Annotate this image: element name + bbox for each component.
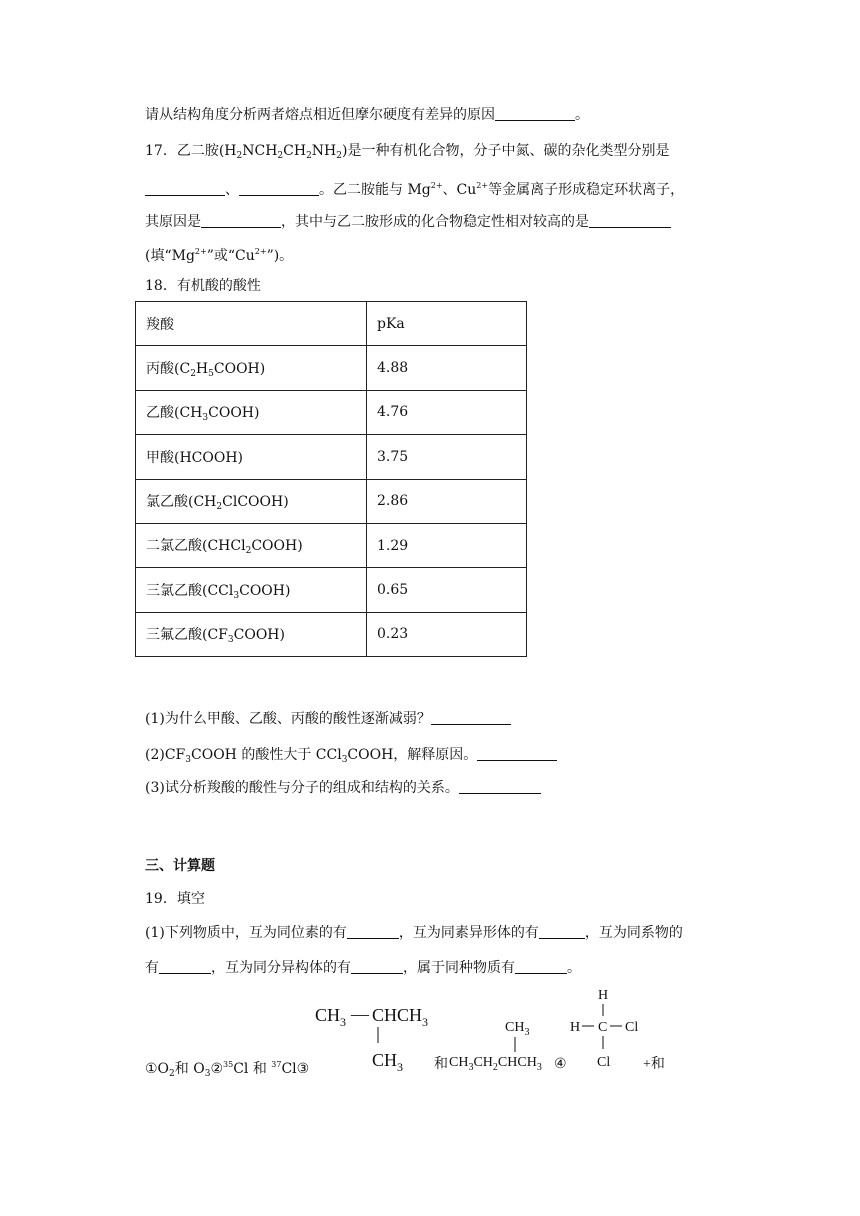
q18-part1: (1)为什么甲酸、乙酸、丙酸的酸性逐渐减弱？: [145, 709, 511, 729]
connector-he: 和: [434, 1057, 448, 1072]
q18-title: 18．有机酸的酸性: [145, 278, 261, 294]
connector-plus-he: +和: [643, 1057, 665, 1072]
pka-value: 4.88: [367, 346, 527, 390]
structure-isopentane: [449, 1020, 542, 1073]
acid-name: 氯乙酸$(CH_2ClCOOH)$: [136, 479, 367, 523]
acid-name: 三氯乙酸(CCl$_3$COOH): [136, 568, 367, 612]
pka-value: 2.86: [367, 479, 527, 523]
acid-name: 三氟乙酸$(CF_3COOH)$: [136, 612, 367, 656]
q17-line2: 、 。乙二胺能与 $Mg^{2+}$、$Cu^{2+}$等金属离子形成稳定环状离子，: [145, 176, 684, 200]
acid-name: 丙酸$(C_2H_5COOH)$: [136, 346, 367, 390]
struct1-chch3: $CHCH_3$: [372, 1005, 429, 1029]
table-header-acid: 羧酸: [136, 302, 367, 346]
pka-value: 1.29: [367, 523, 527, 567]
q18-part3: (3)试分析羧酸的酸性与分子的组成和结构的关系。: [145, 778, 541, 798]
q19-line2: 有 ，互为同分异构体的有 ，属于同种物质有 。: [145, 960, 581, 976]
pka-value: 0.65: [367, 568, 527, 612]
q19-line1: (1)下列物质中，互为同位素的有 ，互为同素异形体的有 ，互为同系物的: [145, 925, 683, 941]
q17-line3: 其原因是 ，其中与乙二胺形成的化合物稳定性相对较高的是: [145, 212, 671, 232]
struct1-ch3-bottom: $CH_3$: [372, 1050, 404, 1074]
struct2-main: $CH_3CH_2CHCH_3$: [449, 1055, 542, 1073]
pka-value: 0.23: [367, 612, 527, 656]
section-heading: 三、计算题: [145, 858, 215, 874]
table-header-pka: pKa: [367, 302, 527, 346]
struct3-carbon: C: [598, 1020, 608, 1035]
pka-value: 4.76: [367, 390, 527, 434]
struct3-cl-bottom: Cl: [597, 1055, 611, 1070]
q19-items: $①O_2$和 $O_3②^{35}Cl$ 和 $^{37}$Cl③: [145, 1060, 310, 1079]
structure-isobutane: [315, 1004, 428, 1074]
q16-tail: 请从结构角度分析两者熔点相近但摩尔硬度有差异的原因 。: [145, 107, 589, 123]
q17-line1: 17．乙二胺$(H_2NCH_2CH_2NH_2)$是一种有机化合物，分子中氮、碳的杂化类型分别是: [145, 143, 670, 161]
struct1-ch3-top: $CH_3$: [315, 1005, 347, 1029]
struct3-cl-right: Cl: [625, 1020, 639, 1035]
item-4-marker: ④: [554, 1057, 567, 1072]
acid-name: 二氯乙酸(CHCl$_2$COOH): [136, 523, 367, 567]
struct2-ch3: $CH_3$: [505, 1020, 530, 1038]
struct1-dash: —: [351, 1004, 369, 1024]
acid-name: 甲酸(HCOOH): [136, 435, 367, 479]
q18-part2: $(2)CF_3COOH$ 的酸性大于 CCl$_3$COOH，解释原因。: [145, 745, 557, 770]
q17-line4: (填“$Mg^{2+}$”或“$Cu^{2+}$”)。: [145, 247, 294, 264]
structure-dichloromethane: [570, 988, 638, 1070]
struct3-h-left: H: [570, 1020, 581, 1035]
pka-value: 3.75: [367, 435, 527, 479]
q19-title: 19．填空: [145, 891, 205, 907]
struct3-h-top: H: [598, 988, 609, 1003]
acid-name: 乙酸$(CH_3COOH)$: [136, 390, 367, 434]
